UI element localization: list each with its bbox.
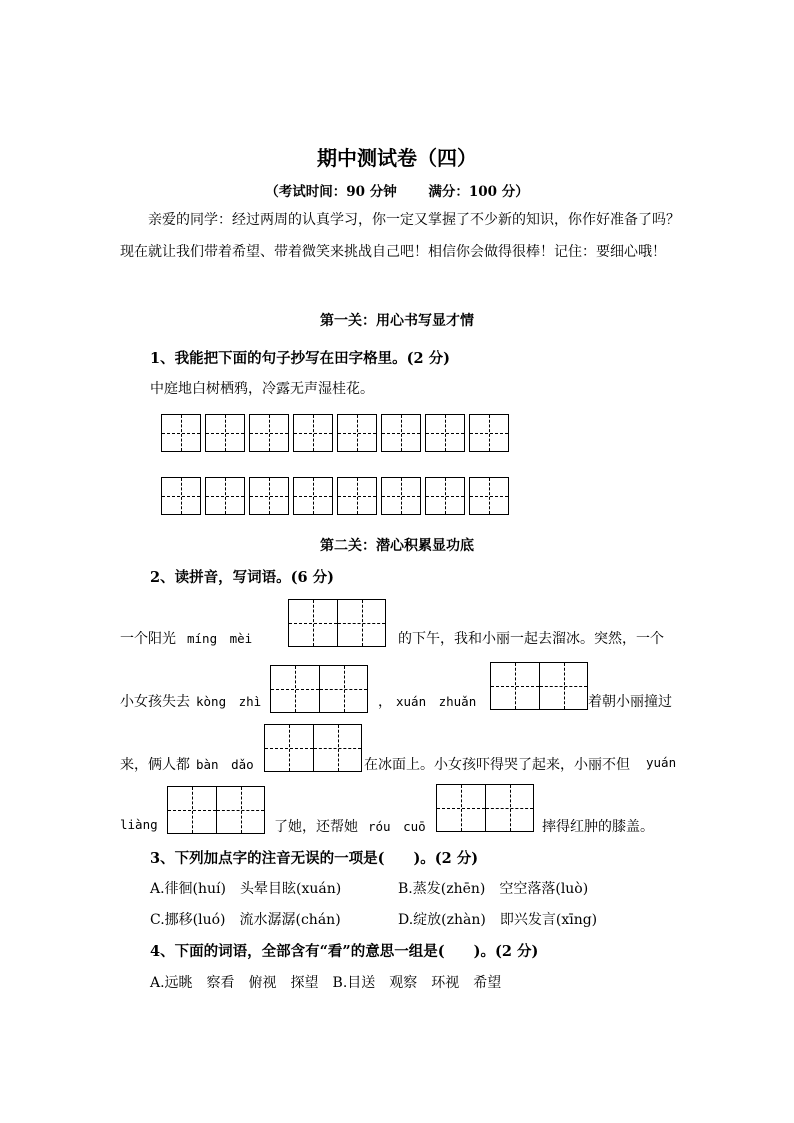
q2-text: 来，俩人都 [120, 757, 190, 773]
q3-option-d[interactable]: D.绽放(zhàn) 即兴发言(xīng) [398, 912, 598, 928]
q2-text: 一个阳光 [120, 631, 176, 647]
grid-cell[interactable] [469, 414, 509, 452]
pinyin: liàng [120, 817, 158, 832]
q2-text: ， [378, 694, 392, 710]
q2-text: 小女孩失去 [120, 694, 190, 710]
pinyin: kòng zhì [196, 694, 262, 709]
section-1-heading: 第一关：用心书写显才情 [320, 313, 474, 329]
grid-cell[interactable] [337, 477, 377, 515]
page-title: 期中测试卷（四） [317, 146, 477, 170]
answer-box[interactable] [167, 786, 265, 834]
question-1-sentence: 中庭地白树栖鸦，冷露无声湿桂花。 [150, 381, 374, 397]
writing-grid-row-1[interactable] [161, 414, 509, 452]
grid-cell[interactable] [205, 414, 245, 452]
grid-cell[interactable] [249, 477, 289, 515]
grid-cell[interactable] [425, 414, 465, 452]
intro-paragraph: 亲爱的同学：经过两周的认真学习，你一定又掌握了不少新的知识，你作好准备了吗？现在就让我们带着希望、带着微笑来挑战自己吧！相信你会做得很棒！记住：要细心哦！ [120, 212, 680, 260]
grid-cell[interactable] [161, 414, 201, 452]
section-2-heading: 第二关：潜心积累显功底 [320, 538, 474, 554]
q2-text: 摔得红肿的膝盖。 [542, 819, 654, 835]
answer-box[interactable] [288, 599, 386, 647]
pinyin: míng mèi [187, 631, 253, 646]
exam-info: （考试时间：90 分钟 满分：100 分） [265, 184, 529, 200]
q2-text: 的下午，我和小丽一起去溜冰。突然，一个 [398, 631, 664, 647]
answer-box[interactable] [264, 724, 362, 772]
answer-box[interactable] [490, 662, 588, 710]
grid-cell[interactable] [293, 414, 333, 452]
q3-option-c[interactable]: C.挪移(luó) 流水潺潺(chán) [150, 912, 341, 928]
question-1-title: 1、我能把下面的句子抄写在田字格里。(2 分) [150, 350, 450, 367]
pinyin: xuán zhuǎn [396, 694, 477, 709]
q2-text: 着朝小丽撞过 [588, 694, 672, 710]
grid-cell[interactable] [161, 477, 201, 515]
answer-box[interactable] [270, 665, 368, 713]
grid-cell[interactable] [381, 477, 421, 515]
grid-cell[interactable] [249, 414, 289, 452]
q2-text: 了她，还帮她 [274, 819, 358, 835]
question-2-title: 2、读拼音，写词语。(6 分) [150, 569, 334, 586]
answer-box[interactable] [436, 784, 534, 832]
pinyin: róu cuō [368, 819, 426, 834]
q3-option-b[interactable]: B.蒸发(zhēn) 空空落落(luò) [398, 881, 589, 897]
question-3-title: 3、下列加点字的注音无误的一项是( )。(2 分) [150, 850, 479, 867]
grid-cell[interactable] [337, 414, 377, 452]
grid-cell[interactable] [381, 414, 421, 452]
q3-option-a[interactable]: A.徘徊(huí) 头晕目眩(xuán) [150, 881, 342, 897]
writing-grid-row-2[interactable] [161, 477, 509, 515]
pinyin: yuán [646, 755, 677, 770]
grid-cell[interactable] [205, 477, 245, 515]
pinyin: bàn dǎo [196, 757, 254, 772]
grid-cell[interactable] [425, 477, 465, 515]
q2-text: 在冰面上。小女孩吓得哭了起来，小丽不但 [364, 757, 630, 773]
grid-cell[interactable] [469, 477, 509, 515]
grid-cell[interactable] [293, 477, 333, 515]
question-4-title: 4、下面的词语，全部含有“看”的意思一组是( )。(2 分) [150, 943, 539, 960]
q4-options[interactable]: A.远眺 察看 俯视 探望 B.目送 观察 环视 希望 [150, 975, 502, 991]
